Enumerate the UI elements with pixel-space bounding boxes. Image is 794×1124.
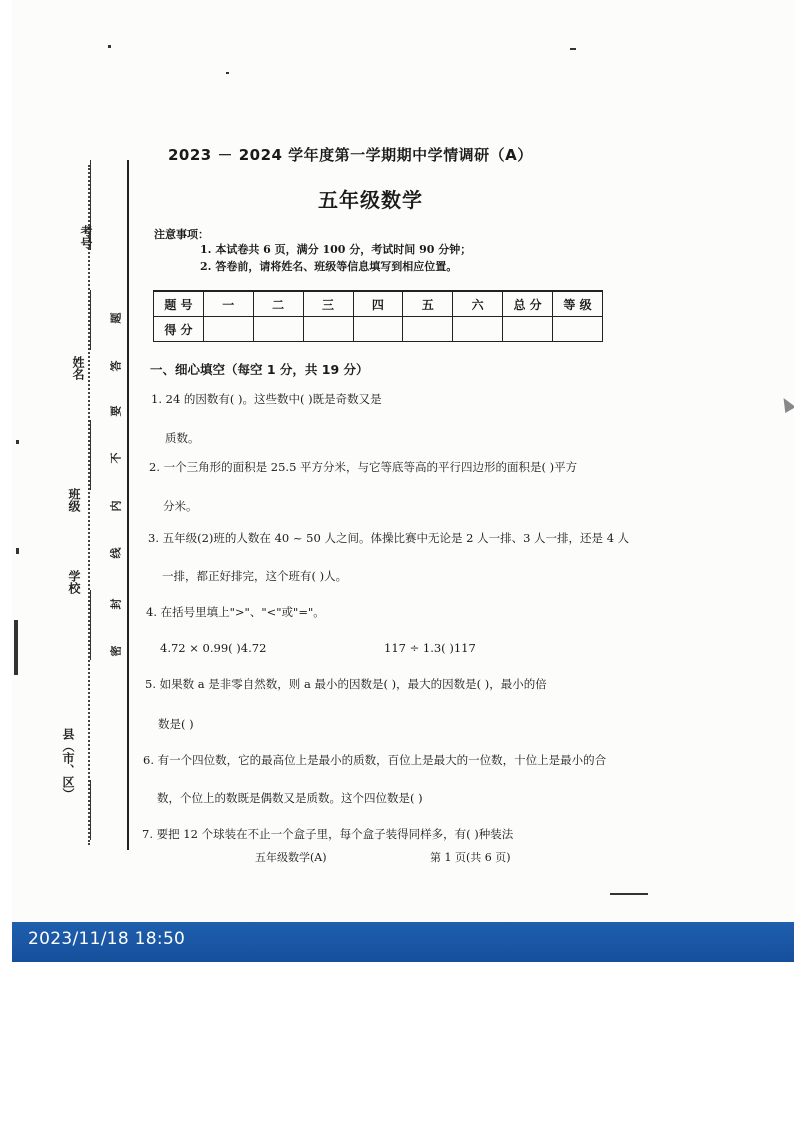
field-underline-school bbox=[90, 590, 91, 660]
question-line: 6. 有一个四位数，它的最高位上是最小的质数，百位上是最大的一位数，十位上是最小的合 bbox=[143, 753, 607, 767]
score-cell bbox=[253, 317, 303, 342]
section-title: 一、细心填空（每空 1 分，共 19 分） bbox=[150, 362, 369, 377]
comparison-item: 4.72 × 0.99( )4.72 bbox=[160, 641, 267, 655]
column-header: 一 bbox=[203, 291, 253, 317]
question-line: 数，个位上的数既是偶数又是质数。这个四位数是( ) bbox=[157, 791, 423, 805]
question-line: 1. 24 的因数有( )。这些数中( )既是奇数又是 bbox=[151, 392, 382, 406]
score-cell bbox=[203, 317, 253, 342]
field-underline-county bbox=[90, 780, 91, 840]
column-header: 二 bbox=[253, 291, 303, 317]
column-header: 四 bbox=[353, 291, 403, 317]
notice-item: 1. 本试卷共 6 页，满分 100 分，考试时间 90 分钟； bbox=[200, 243, 472, 256]
scan-speck bbox=[16, 440, 19, 444]
scan-speck bbox=[610, 893, 648, 895]
question-line: 数是( ) bbox=[158, 717, 194, 731]
scan-speck bbox=[570, 48, 576, 50]
score-table-score-row bbox=[154, 317, 603, 342]
photo-timestamp: 2023/11/18 18:50 bbox=[28, 929, 186, 949]
question-line: 3. 五年级(2)班的人数在 40 ~ 50 人之间。体操比赛中无论是 2 人一排、3 人一排，还是 4 人 bbox=[148, 531, 630, 545]
exam-title: 2023 － 2024 学年度第一学期期中学情调研（A） bbox=[168, 146, 533, 164]
field-label-school: 学校 bbox=[67, 570, 81, 594]
notice-item: 2. 答卷前，请将姓名、班级等信息填写到相应位置。 bbox=[200, 260, 458, 273]
seal-char: 内 bbox=[109, 500, 123, 512]
column-header: 等 级 bbox=[553, 291, 603, 317]
column-header: 五 bbox=[403, 291, 453, 317]
seal-char: 答 bbox=[109, 360, 123, 372]
scan-speck bbox=[16, 548, 19, 554]
column-header: 六 bbox=[453, 291, 503, 317]
score-table-header-row bbox=[154, 291, 603, 317]
field-underline-class bbox=[90, 420, 91, 490]
row-label: 题 号 bbox=[154, 291, 204, 317]
seal-char: 题 bbox=[109, 312, 123, 324]
question-line: 分米。 bbox=[163, 499, 198, 513]
question-line: 一排，都正好排完，这个班有( )人。 bbox=[162, 569, 348, 583]
question-line: 7. 要把 12 个球装在不止一个盒子里，每个盒子装得同样多，有( )种装法 bbox=[142, 827, 514, 841]
question-line: 4. 在括号里填上">"、"<"或"="。 bbox=[146, 605, 325, 619]
row-label: 得 分 bbox=[154, 317, 204, 342]
field-underline-name bbox=[90, 290, 91, 350]
exam-subject: 五年级数学 bbox=[318, 188, 423, 212]
question-line: 质数。 bbox=[165, 431, 200, 445]
score-cell bbox=[553, 317, 603, 342]
field-label-county: 县（市、区） bbox=[61, 728, 75, 800]
score-cell bbox=[403, 317, 453, 342]
seal-char: 封 bbox=[109, 598, 123, 610]
comparison-item: 117 ÷ 1.3( )117 bbox=[384, 641, 476, 655]
notice-heading: 注意事项： bbox=[154, 228, 209, 241]
footer-subject: 五年级数学(A) bbox=[255, 851, 327, 864]
scan-speck bbox=[226, 72, 229, 74]
score-cell bbox=[353, 317, 403, 342]
seal-char: 要 bbox=[109, 405, 123, 417]
binding-outer-line bbox=[127, 160, 129, 850]
seal-char: 线 bbox=[109, 547, 123, 559]
score-cell bbox=[303, 317, 353, 342]
footer-page-number: 第 1 页(共 6 页) bbox=[430, 851, 511, 864]
binding-cut-line bbox=[88, 165, 90, 845]
score-table bbox=[153, 290, 603, 342]
seal-char: 不 bbox=[109, 452, 123, 464]
field-label-name: 姓名 bbox=[71, 356, 85, 380]
question-line: 5. 如果数 a 是非零自然数，则 a 最小的因数是( )，最大的因数是( )，最小的倍 bbox=[145, 677, 547, 691]
column-header: 总 分 bbox=[503, 291, 553, 317]
question-line: 2. 一个三角形的面积是 25.5 平方分米，与它等底等高的平行四边形的面积是( )平方 bbox=[149, 460, 578, 474]
field-label-class: 班级 bbox=[67, 488, 81, 512]
scan-speck bbox=[14, 620, 18, 675]
seal-char: 密 bbox=[109, 645, 123, 657]
column-header: 三 bbox=[303, 291, 353, 317]
score-cell bbox=[503, 317, 553, 342]
field-label-exam-number: 考号 bbox=[79, 225, 93, 249]
scan-speck bbox=[108, 45, 111, 48]
score-cell bbox=[453, 317, 503, 342]
